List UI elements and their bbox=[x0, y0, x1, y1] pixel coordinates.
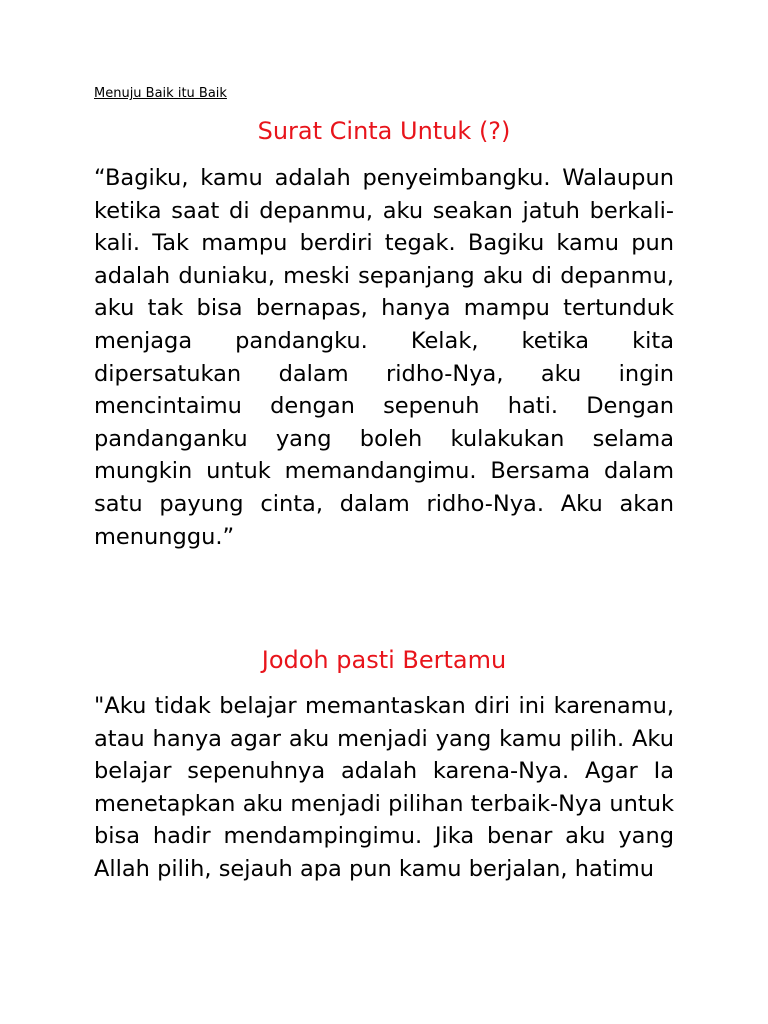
section-paragraph: “Bagiku, kamu adalah penyeimbangku. Walaupun ketika saat di depanmu, aku seakan jatuh berkali-kali. Tak mampu berdiri tegak. Bagiku kamu pun adalah duniaku, meski sepanjang aku di depanmu, aku tak bisa bernapas, hanya mampu tertunduk menjaga pandangku. Kelak, ketika kita dipersatukan dalam ridho-Nya, aku ingin mencintaimu dengan sepenuh hati. Dengan pandanganku yang boleh kulakukan selama mungkin untuk memandangimu. Bersama dalam satu payung cinta, dalam ridho-Nya. Aku akan menunggu.” bbox=[94, 165, 674, 550]
header-link[interactable]: Menuju Baik itu Baik bbox=[94, 86, 227, 101]
section-title: Surat Cinta Untuk (?) bbox=[257, 117, 511, 145]
section-title: Jodoh pasti Bertamu bbox=[261, 646, 507, 674]
section-paragraph: "Aku tidak belajar memantaskan diri ini karenamu, atau hanya agar aku menjadi yang kamu pilih. Aku belajar sepenuhnya adalah karena-Nya. Agar Ia menetapkan aku menjadi pilihan terbaik-Nya untuk bisa hadir mendampingimu. Jika benar aku yang Allah pilih, sejauh apa pun kamu berjalan, hatimu bbox=[94, 693, 674, 882]
